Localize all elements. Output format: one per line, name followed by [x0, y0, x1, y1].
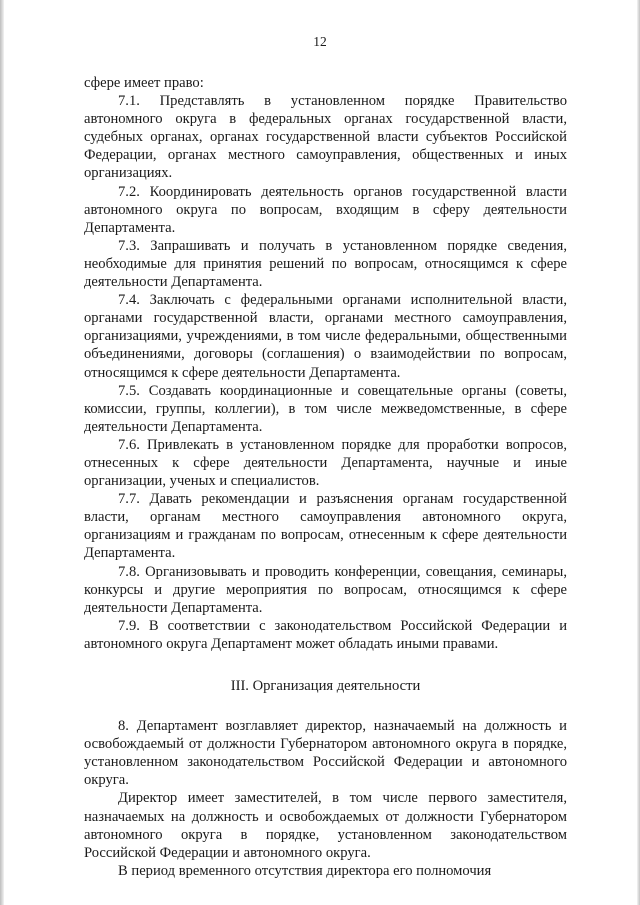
paragraph-item-7-6: 7.6. Привлекать в установленном порядке для проработки вопросов, отнесенных к сфере деятельности Департамента, научные и иные организации, ученых и специалистов. — [84, 436, 567, 490]
paragraph-item-7-5: 7.5. Создавать координационные и совещательные органы (советы, комиссии, группы, коллегии), в том числе межведомственные, в сфере деятельности Департамента. — [84, 382, 567, 435]
paragraph-item-7-3: 7.3. Запрашивать и получать в установленном порядке сведения, необходимые для принятия решений по вопросам, относящимся к сфере деятельности Департамента. — [84, 237, 567, 291]
paragraph-item-7-1: 7.1. Представлять в установленном порядке Правительство автономного округа в федеральных органах государственной власти, судебных органах, органах государственной власти субъектов Российской Федерации, органах местного самоуправления, общественных и иных организациях. — [84, 93, 567, 182]
paragraph-item-7-2: 7.2. Координировать деятельность органов государственной власти автономного округа по вопросам, входящим в сферу деятельности Департамента. — [84, 183, 567, 236]
document-body — [84, 74, 567, 880]
section-heading: III. Организация деятельности — [230, 678, 421, 694]
paragraph-absence-paragraph: В период временного отсутствия директора его полномочия — [118, 862, 492, 879]
paragraph-item-8: 8. Департамент возглавляет директор, назначаемый на должность и освобождаемый от должности Губернатором автономного округа в порядке, установленном законодательством Российской Федерации и автономного округа. — [84, 718, 567, 789]
organization-section — [84, 717, 567, 880]
paragraph-item-7-7: 7.7. Давать рекомендации и разъяснения органам государственной власти, органам местного самоуправления автономного округа, организациям и гражданам по вопросам, отнесенным к сфере деятельности Департамента. — [84, 491, 567, 562]
paragraph-intro-line: сфере имеет право: — [84, 75, 204, 91]
paragraph-item-7-4: 7.4. Заключать с федеральными органами исполнительной власти, органами государственной власти, органами местного самоуправления, организациями, учреждениями, в том числе федеральными, общественными объединениями, договоры (соглашения) о взаимодействии по вопросам, относящимся к сфере деятельности Департамента. — [84, 292, 567, 381]
paragraph-item-7-9: 7.9. В соответствии с законодательством Российской Федерации и автономного округа Департамент может обладать иными правами. — [84, 617, 567, 652]
rights-list — [84, 74, 567, 653]
scan-edge-left — [0, 0, 4, 905]
paragraph-deputies-paragraph: Директор имеет заместителей, в том числе первого заместителя, назначаемых на должность и освобождаемых от должности Губернатором автономного округа в порядке, установленном законодательством Российской Федерации и автономного округа. — [84, 790, 567, 861]
paragraph-item-7-8: 7.8. Организовывать и проводить конференции, совещания, семинары, конкурсы и другие мероприятия по вопросам, относящимся к сфере деятельности Департамента. — [84, 563, 567, 616]
page-number: 12 — [313, 34, 327, 49]
